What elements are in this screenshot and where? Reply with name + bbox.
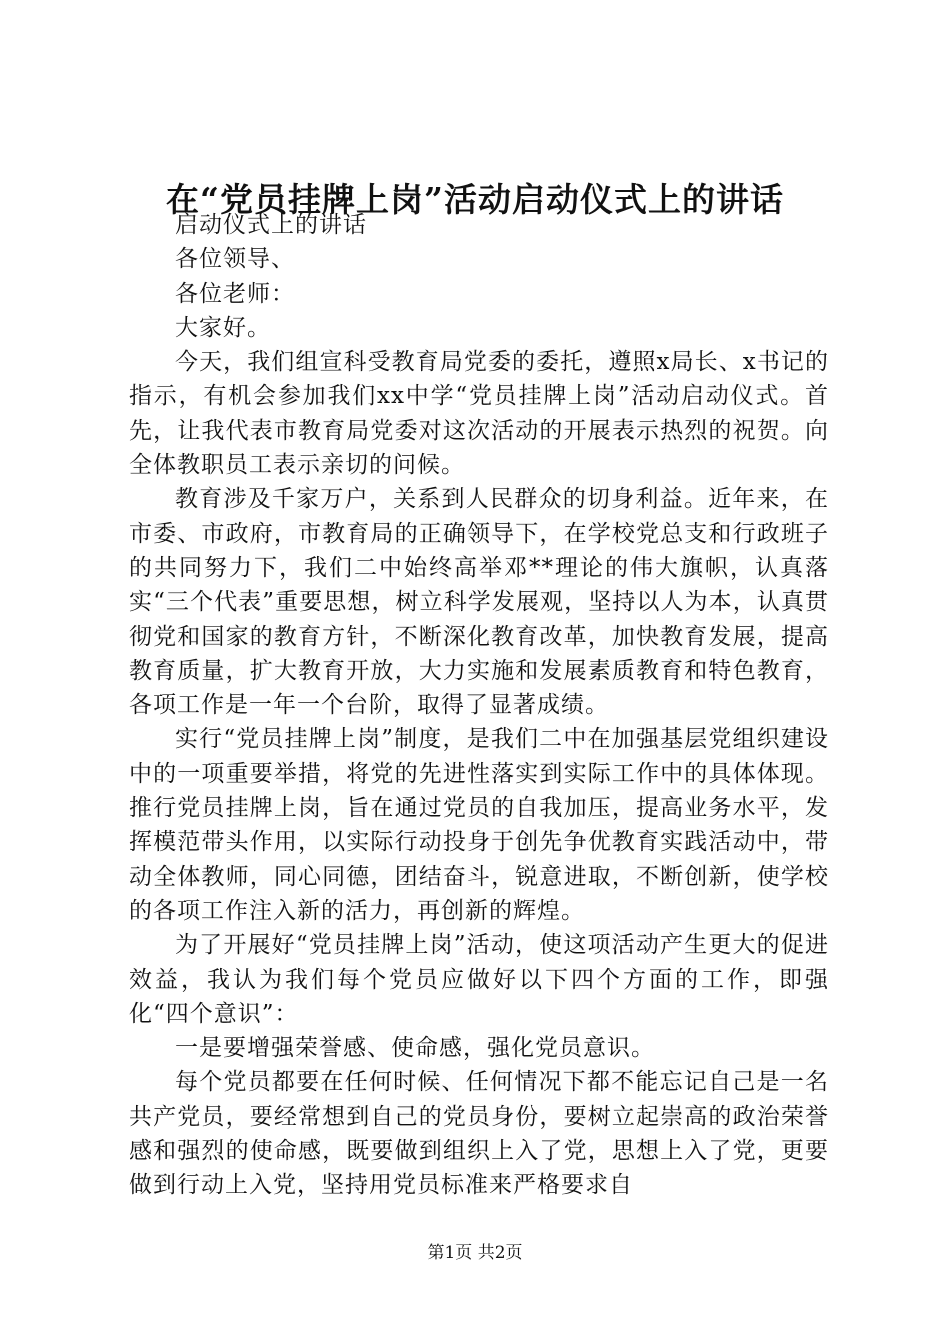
document-title: 在“党员挂牌上岗”活动启动仪式上的讲话 xyxy=(166,180,784,219)
document-body xyxy=(129,208,829,1203)
paragraph: 教育涉及千家万户，关系到人民群众的切身利益。近年来，在市委、市政府，市教育局的正确领导下，在学校党总支和行政班子的共同努力下，我们二中始终高举邓**理论的伟大旗帜，认真落实“三个代表”重要思想，树立科学发展观，坚持以人为本，认真贯彻党和国家的教育方针，不断深化教育改革，加快教育发展，提高教育质量，扩大教育开放，大力实施和发展素质教育和特色教育，各项工作是一年一个台阶，取得了显著成绩。 xyxy=(129,486,829,719)
paragraph: 启动仪式上的讲话 xyxy=(175,212,367,238)
paragraph: 大家好。 xyxy=(175,314,271,341)
paragraph: 各位领导、 xyxy=(175,246,295,273)
paragraph: 每个党员都要在任何时候、任何情况下都不能忘记自己是一名共产党员，要经常想到自己的党员身份，要树立起崇高的政治荣誉感和强烈的使命感，既要做到组织上入了党，思想上入了党，更要做到行动上入党，坚持用党员标准来严格要求自 xyxy=(129,1069,829,1199)
paragraph: 各位老师： xyxy=(175,280,295,307)
paragraph: 为了开展好“党员挂牌上岗”活动，使这项活动产生更大的促进效益，我认为我们每个党员应做好以下四个方面的工作，即强化“四个意识”： xyxy=(129,932,829,1027)
paragraph: 实行“党员挂牌上岗”制度，是我们二中在加强基层党组织建设中的一项重要举措，将党的先进性落实到实际工作中的具体体现。推行党员挂牌上岗，旨在通过党员的自我加压，提高业务水平，发挥模范带头作用，以实际行动投身于创先争优教育实践活动中，带动全体教师，同心同德，团结奋斗，锐意进取，不断创新，使学校的各项工作注入新的活力，再创新的辉煌。 xyxy=(129,726,829,924)
paragraph: 一是要增强荣誉感、使命感，强化党员意识。 xyxy=(175,1035,655,1062)
paragraph: 今天，我们组宣科受教育局党委的委托，遵照x局长、x书记的指示，有机会参加我们xx中学“党员挂牌上岗”活动启动仪式。首先，让我代表市教育局党委对这次活动的开展表示热烈的祝贺。向全体教职员工表示亲切的问候。 xyxy=(129,349,829,479)
page-footer: 第1页 共2页 xyxy=(427,1243,523,1263)
